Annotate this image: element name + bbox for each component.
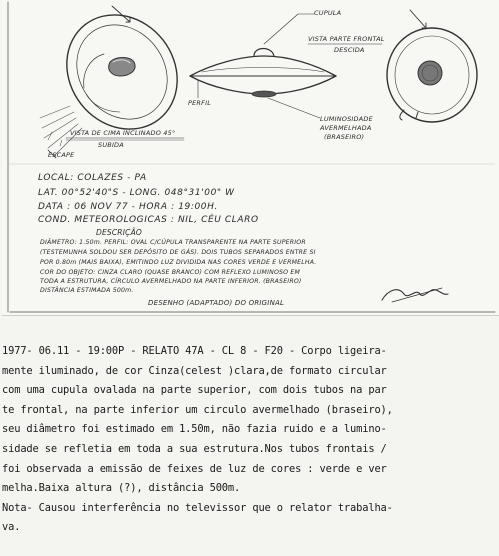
description-line: POR 0.80m (MAIS BAIXA), EMITINDO LUZ DIVIDIDA NAS CORES VERDE E VERMELHA. [40,259,317,266]
weather-line: COND. METEOROLOGICAS : NIL, CÉU CLARO [38,215,259,225]
date-time-line: DATA : 06 NOV 77 - HORA : 19:00H. [38,202,218,212]
report-text [2,342,490,538]
descricao-heading: DESCRIÇÃO [96,228,143,237]
description-line: (TESTEMUNHA SOLDOU SER DEPÓSITO DE GÁS). DOIS TUBOS SEPARADOS ENTRE SI [40,249,316,256]
ufo-sketch-drawing [2,0,499,315]
description-line: DIÂMETRO: 1.50m. PERFIL: OVAL C/CÚPULA TRANSPARENTE NA PARTE SUPERIOR [40,239,306,246]
report-line: foi observada a emissão de feixes de luz de cores : verde e ver [2,462,387,475]
drawing-credit: DESENHO (ADAPTADO) DO ORIGINAL [148,299,285,307]
report-line: 1977- 06.11 - 19:00P - RELATO 47A - CL 8 - F20 - Corpo ligeira- [2,345,387,357]
descida-label: DESCIDA [334,46,365,54]
description-line: TODA A ESTRUTURA, CÍRCULO AVERMELHADO NA PARTE INFERIOR. (BRASEIRO) [40,278,302,285]
description-line: COR DO OBJETO: CINZA CLARO (QUASE BRANCO) COM REFLEXO LUMINOSO EM [40,269,301,276]
report-line: com uma cupula ovalada na parte superior, com dois tubos na par [2,384,387,397]
local-line: LOCAL: COLAZES - PA [38,173,147,183]
vista-frontal-label: VISTA PARTE FRONTAL [308,35,385,43]
description-line: DISTÂNCIA ESTIMADA 500m. [40,287,134,294]
vista-cima-label: VISTA DE CIMA INCLINADO 45° [70,129,176,137]
sketch-panel [2,0,499,316]
coords-line: LAT. 00°52'40"S - LONG. 048°31'00" W [38,188,235,198]
escape-label: ESCAPE [48,151,75,159]
avermelhada-label: AVERMELHADA [320,124,372,132]
report-line: te frontal, na parte inferior um circulo avermelhado (braseiro), [2,403,393,416]
subida-label: SUBIDA [98,141,124,149]
luminosidade-label: LUMINOSIDADE [320,115,373,123]
braseiro-label: (BRASEIRO) [324,133,365,141]
report-line: mente iluminado, de cor Cinza(celest )clara,de formato circular [2,364,387,377]
report-line: seu diâmetro foi estimado em 1.50m, não fazia ruido e a lumino- [2,423,387,436]
report-line: sidade se refletia em toda a sua estrutura.Nos tubos frontais / [2,442,387,455]
cupula-label: CUPULA [314,9,342,17]
perfil-label: PERFIL [188,99,212,107]
report-line: Nota- Causou interferência no televissor que o relator trabalha- [2,501,393,514]
report-line: melha.Baixa altura (?), distância 500m. [2,482,241,495]
report-line: va. [2,521,21,534]
